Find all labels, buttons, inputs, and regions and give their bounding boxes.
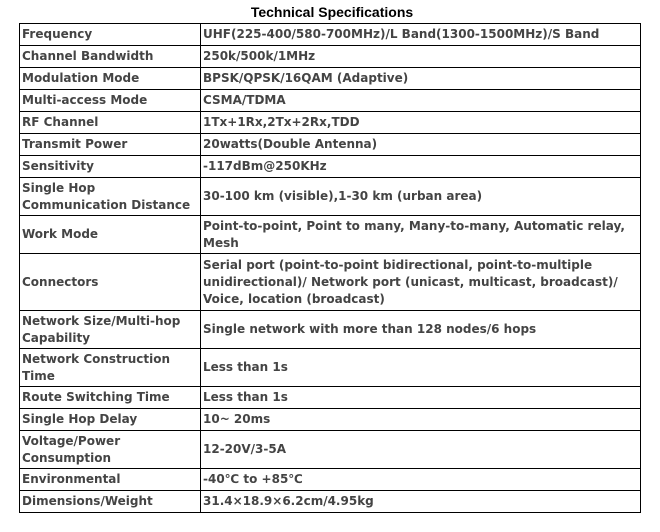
- row-label: Frequency: [20, 24, 201, 46]
- row-value: 1Tx+1Rx,2Tx+2Rx,TDD: [201, 112, 641, 134]
- table-row: [20, 349, 641, 387]
- row-label: Single Hop Delay: [20, 409, 201, 431]
- row-label: Dimensions/Weight: [20, 491, 201, 513]
- row-label: Network Construction Time: [20, 349, 201, 387]
- table-row: [20, 68, 641, 90]
- row-label: Channel Bandwidth: [20, 46, 201, 68]
- row-label: Modulation Mode: [20, 68, 201, 90]
- row-label: Single Hop Communication Distance: [20, 178, 201, 216]
- row-label: Multi-access Mode: [20, 90, 201, 112]
- table-row: [20, 409, 641, 431]
- row-value: Less than 1s: [201, 387, 641, 409]
- table-row: [20, 387, 641, 409]
- row-value: Serial port (point-to-point bidirectional, point-to-multiple unidirectional)/ Network port (unicast, multicast, broadcast)/ Voice, location (broadcast): [201, 254, 641, 311]
- row-value: 30-100 km (visible),1-30 km (urban area): [201, 178, 641, 216]
- table-row: [20, 112, 641, 134]
- row-label: Voltage/Power Consumption: [20, 431, 201, 469]
- table-row: [20, 90, 641, 112]
- row-value: Point-to-point, Point to many, Many-to-many, Automatic relay, Mesh: [201, 216, 641, 254]
- table-row: [20, 46, 641, 68]
- row-label: Route Switching Time: [20, 387, 201, 409]
- row-value: 31.4×18.9×6.2cm/4.95kg: [201, 491, 641, 513]
- row-value: 10~ 20ms: [201, 409, 641, 431]
- row-value: Less than 1s: [201, 349, 641, 387]
- row-value: -40℃ to +85℃: [201, 469, 641, 491]
- row-value: 250k/500k/1MHz: [201, 46, 641, 68]
- row-value: -117dBm@250KHz: [201, 156, 641, 178]
- table-row: [20, 156, 641, 178]
- row-label: Environmental: [20, 469, 201, 491]
- row-label: RF Channel: [20, 112, 201, 134]
- row-value: 12-20V/3-5A: [201, 431, 641, 469]
- row-label: Work Mode: [20, 216, 201, 254]
- table-row: [20, 311, 641, 349]
- table-row: [20, 254, 641, 311]
- spec-table: [19, 23, 641, 513]
- table-row: [20, 216, 641, 254]
- row-label: Sensitivity: [20, 156, 201, 178]
- row-label: Network Size/Multi-hop Capability: [20, 311, 201, 349]
- row-value: UHF(225-400/580-700MHz)/L Band(1300-1500MHz)/S Band: [201, 24, 641, 46]
- table-row: [20, 431, 641, 469]
- row-value: BPSK/QPSK/16QAM (Adaptive): [201, 68, 641, 90]
- row-value: Single network with more than 128 nodes/6 hops: [201, 311, 641, 349]
- row-value: CSMA/TDMA: [201, 90, 641, 112]
- table-row: [20, 134, 641, 156]
- page-title: Technical Specifications: [250, 4, 414, 20]
- row-value: 20watts(Double Antenna): [201, 134, 641, 156]
- table-row: [20, 469, 641, 491]
- table-row: [20, 178, 641, 216]
- table-row: [20, 24, 641, 46]
- row-label: Transmit Power: [20, 134, 201, 156]
- row-label: Connectors: [20, 254, 201, 311]
- table-row: [20, 491, 641, 513]
